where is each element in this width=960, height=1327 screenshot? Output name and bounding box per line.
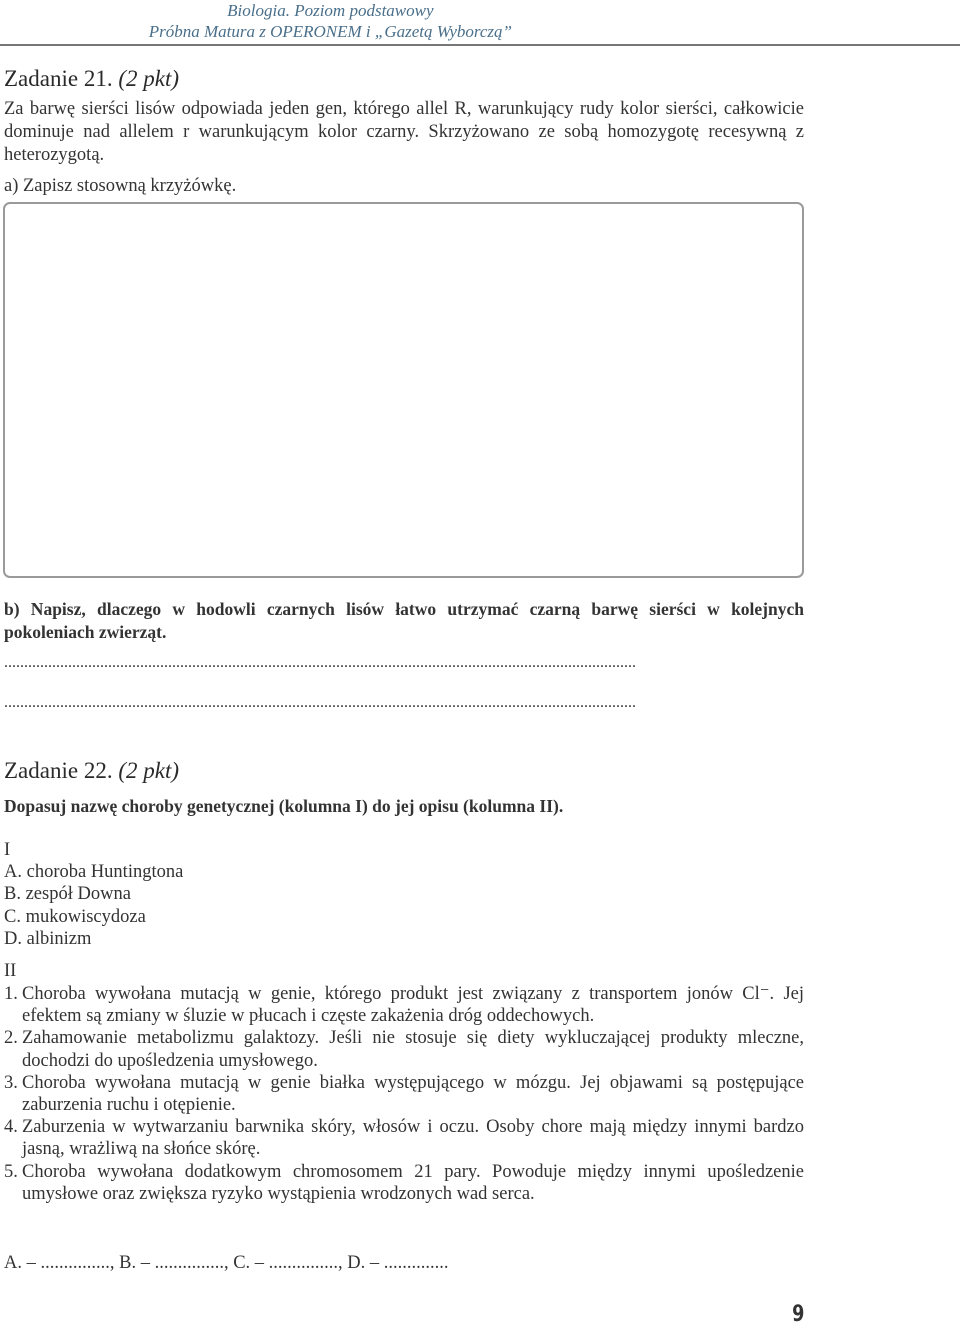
column-2-item-text: Choroba wywołana mutacją w genie, którego produkt jest związany z transportem jonów Cl⁻. Jej efektem są zmiany w śluzie w płucach i częste zakażenia dróg oddechowych. [22, 984, 804, 1027]
column-2-item-number: 4. [4, 1117, 18, 1138]
column-2-item-1 [4, 983, 804, 1027]
task21-part-a: a) Zapisz stosowną krzyżówkę. [4, 176, 237, 196]
column-2-item-number: 2. [4, 1028, 18, 1049]
column-2-item-text: Zahamowanie metabolizmu galaktozy. Jeśli nie stosuje się diety wykluczającej produkty mleczne, dochodzi do upośledzenia umysłowego. [22, 1028, 804, 1071]
task22-points: (2 pkt) [118, 758, 179, 783]
page-header [149, 0, 512, 42]
task22-instruction: Dopasuj nazwę choroby genetycznej (kolumna I) do jej opisu (kolumna II). [4, 796, 564, 816]
header-exam-name: Próbna Matura z OPERONEM i „Gazetą Wyborczą” [148, 22, 512, 41]
column-2-item-number: 1. [4, 984, 18, 1004]
column-2-item-text: Choroba wywołana mutacją w genie białka występującego w mózgu. Jej objawami są postępujące zaburzenia ruchu i otępienie. [22, 1072, 804, 1116]
header-subject: Biologia. Poziom podstawowy [227, 1, 434, 20]
column-1-item-a: A. choroba Huntingtona [4, 862, 184, 883]
task22-title [4, 758, 179, 784]
task21-answer-line-1[interactable]: .............................................................................................................................................................. [4, 654, 636, 671]
column-1 [4, 839, 183, 950]
header-rule [0, 44, 960, 46]
column-1-header: I [4, 840, 11, 860]
task21-title [4, 66, 179, 92]
column-2-item-5 [4, 1161, 804, 1205]
column-2-item-number: 3. [4, 1072, 18, 1093]
column-1-item-b: B. zespół Downa [4, 884, 131, 905]
task21-part-b: b) Napisz, dlaczego w hodowli czarnych lisów łatwo utrzymać czarną barwę sierści w kolejnych pokoleniach zwierząt. [4, 599, 804, 642]
task21-answer-line-2[interactable]: .............................................................................................................................................................. [4, 694, 636, 711]
page-number: 9 [791, 1302, 804, 1327]
column-2-header: II [4, 961, 17, 981]
column-2-item-text: Zaburzenia w wytwarzaniu barwnika skóry, włosów i oczu. Osoby chore mają między innymi bardzo jasną, wrażliwą na słońce skórę. [22, 1117, 804, 1160]
task21-answer-box[interactable] [3, 202, 804, 578]
task22-title-text: Zadanie 22. [4, 758, 113, 783]
column-2-item-4 [4, 1116, 804, 1160]
column-2-item-2 [4, 1027, 804, 1071]
column-2 [4, 983, 804, 1205]
task21-title-text: Zadanie 21. [4, 66, 113, 91]
task21-intro: Za barwę sierści lisów odpowiada jeden gen, którego allel R, warunkujący rudy kolor sierści, całkowicie dominuje nad allelem r warunkującym kolor czarny. Skrzyżowano ze sobą homozygotę recesywną z heterozygotą. [4, 99, 804, 165]
task22-answer-template[interactable]: A. – ..............., B. – ..............., C. – ..............., D. – .............. [4, 1253, 449, 1273]
column-1-item-d: D. albinizm [4, 928, 92, 949]
task21-points: (2 pkt) [118, 66, 179, 91]
column-1-item-c: C. mukowiscydoza [4, 906, 146, 927]
column-2-item-number: 5. [4, 1161, 18, 1182]
column-2-item-3 [4, 1072, 804, 1116]
column-2-item-text: Choroba wywołana dodatkowym chromosomem 21 pary. Powoduje między innymi upośledzenie umysłowe oraz zwiększa ryzyko wystąpienia wrodzonych wad serca. [22, 1161, 804, 1204]
